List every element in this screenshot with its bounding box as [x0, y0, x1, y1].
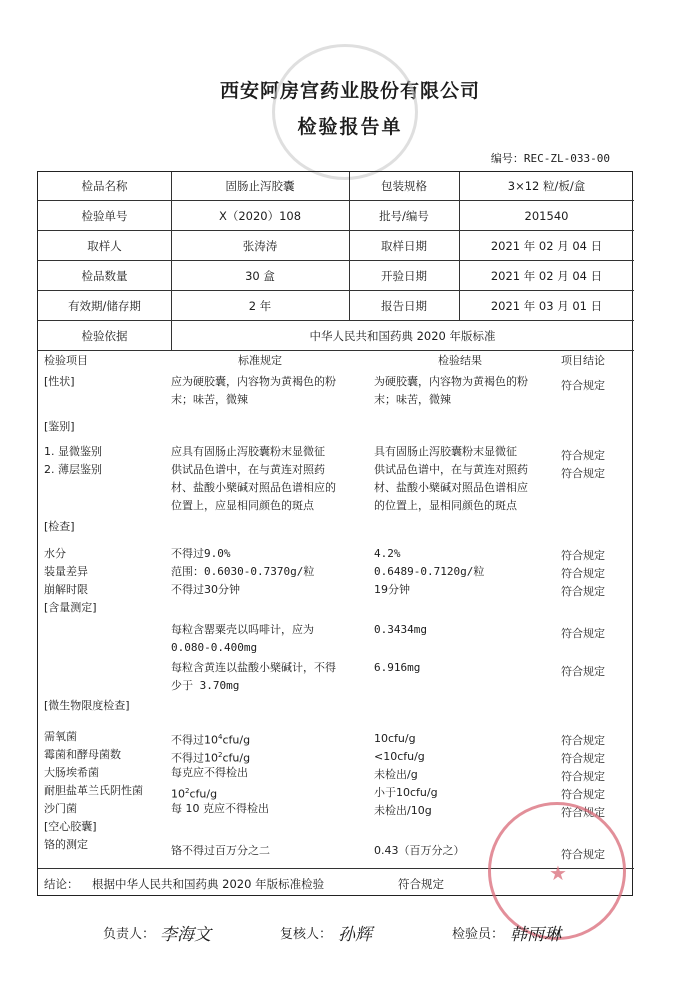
validity-label: 有效期/储存期: [68, 299, 141, 313]
col-header-result: 检验结果: [438, 354, 482, 367]
company-name: 西安阿房宫药业股份有限公司: [219, 80, 480, 102]
water-conclusion: 符合规定: [561, 549, 605, 562]
salmonella-conclusion: 符合规定: [561, 806, 605, 819]
basis-value: 中华人民共和国药典 2020 年版标准: [309, 329, 496, 343]
report-title: 检验报告单: [297, 116, 403, 138]
product-name-value: 固肠止泻胶囊: [225, 179, 295, 193]
aerobe-result: 10cfu/g: [374, 732, 416, 745]
weight-conclusion: 符合规定: [561, 567, 605, 580]
mold-standard: 不得过$10^2cfu/g$: [171, 751, 251, 765]
weight-standard: 范围：0.6030-0.7370g/粒: [171, 565, 315, 578]
product-name-label: 检品名称: [81, 179, 128, 193]
chromium-standard: 铬不得过百万分之二: [171, 844, 270, 857]
sampler-value: 张涛涛: [242, 239, 278, 253]
spec-value: 3×12 粒/板/盒: [507, 179, 586, 193]
ecoli-conclusion: 符合规定: [561, 770, 605, 783]
chromium-item: 铬的测定: [44, 838, 88, 851]
company-seal-red: ★: [488, 802, 626, 940]
report-date-label: 报告日期: [381, 299, 427, 313]
sample-date-label: 取样日期: [381, 239, 427, 253]
identification-items: 1. 显微鉴别 2. 薄层鉴别: [44, 445, 102, 476]
section-identification: [鉴别]: [44, 420, 75, 433]
ecoli-standard: 每克应不得检出: [171, 766, 248, 779]
aerobe-standard: 不得过$10^4cfu/g$: [171, 733, 251, 747]
assay1-standard: 每粒含罂粟壳以吗啡计，应为 0.080-0.400mg: [171, 623, 314, 654]
section-microbe: [微生物限度检查]: [44, 699, 130, 712]
quantity-value: 30 盒: [245, 269, 275, 283]
assay2-conclusion: 符合规定: [561, 665, 605, 678]
sampler-label: 取样人: [87, 239, 122, 253]
sample-date-value: 2021 年 02 月 04 日: [490, 239, 603, 253]
appearance-result: 为硬胶囊，内容物为黄褐色的粉 末；味苦，微辣: [374, 375, 528, 406]
start-date-label: 开验日期: [381, 269, 427, 283]
responsible-label: 负责人：: [103, 927, 156, 942]
mold-conclusion: 符合规定: [561, 752, 605, 765]
reviewer-signature: 孙辉: [338, 925, 372, 945]
bile-conclusion: 符合规定: [561, 788, 605, 801]
batch-label: 批号/编号: [379, 209, 429, 223]
disintegration-item: 崩解时限: [44, 583, 88, 596]
bile-result: 小于10cfu/g: [374, 786, 438, 799]
water-result: 4.2%: [374, 547, 401, 560]
appearance-conclusion: 符合规定: [561, 379, 605, 392]
company-seal-gray: [272, 44, 418, 180]
assay2-result: 6.916mg: [374, 661, 421, 674]
disintegration-standard: 不得过30分钟: [171, 583, 240, 596]
reviewer-label: 复核人：: [280, 927, 333, 942]
disintegration-conclusion: 符合规定: [561, 585, 605, 598]
chromium-result: 0.43（百万分之）: [374, 844, 465, 857]
batch-value: 201540: [524, 209, 569, 223]
disintegration-result: 19分钟: [374, 583, 410, 596]
document-number: 编号：REC-ZL-033-00: [490, 152, 610, 165]
col-header-item: 检验项目: [44, 354, 88, 367]
validity-value: 2 年: [248, 299, 272, 313]
water-item: 水分: [44, 547, 66, 560]
spec-label: 包装规格: [381, 179, 427, 193]
assay2-standard: 每粒含黄连以盐酸小檗碱计，不得 少于 3.70mg: [171, 661, 336, 692]
chromium-conclusion: 符合规定: [561, 848, 605, 861]
identification-standard: 应具有固肠止泻胶囊粉末显微征 供试品色谱中，在与黄连对照药 材、盐酸小檗碱对照品色谱相应的 位置上，应显相同颜色的斑点: [171, 445, 336, 512]
quantity-label: 检品数量: [81, 269, 128, 283]
col-header-conclusion: 项目结论: [561, 354, 605, 367]
salmonella-standard: 每 10 克应不得检出: [171, 802, 269, 815]
weight-result: 0.6489-0.7120g/粒: [374, 565, 485, 578]
col-header-standard: 标准规定: [238, 354, 282, 367]
section-appearance: [性状]: [44, 375, 75, 388]
mold-item: 霉菌和酵母菌数: [44, 748, 121, 761]
inspector-label: 检验员：: [452, 927, 505, 942]
report-no-label: 检验单号: [81, 209, 128, 223]
report-no-value: X（2020）108: [218, 209, 302, 223]
report-table: [37, 171, 633, 896]
appearance-standard: 应为硬胶囊，内容物为黄褐色的粉 末；味苦，微辣: [171, 375, 336, 406]
conclusion-result: 符合规定: [398, 877, 444, 891]
assay1-result: 0.3434mg: [374, 623, 427, 636]
conclusion-label: 结论：: [44, 877, 79, 891]
assay1-conclusion: 符合规定: [561, 627, 605, 640]
section-content: [含量测定]: [44, 601, 97, 614]
report-date-value: 2021 年 03 月 01 日: [490, 299, 603, 313]
water-standard: 不得过9.0%: [171, 547, 231, 560]
salmonella-result: 未检出/10g: [374, 804, 432, 817]
weight-item: 装量差异: [44, 565, 88, 578]
identification-conclusion: 符合规定 符合规定: [561, 449, 605, 480]
ecoli-result: 未检出/g: [374, 768, 418, 781]
salmonella-item: 沙门菌: [44, 802, 77, 815]
responsible-signature: 李海文: [160, 925, 211, 945]
conclusion-text: 根据中华人民共和国药典 2020 年版标准检验: [92, 877, 325, 891]
aerobe-item: 需氧菌: [44, 730, 77, 743]
ecoli-item: 大肠埃希菌: [44, 766, 99, 779]
mold-result: <10cfu/g: [374, 750, 425, 763]
start-date-value: 2021 年 02 月 04 日: [490, 269, 603, 283]
bile-item: 耐胆盐革兰氏阴性菌: [44, 784, 143, 797]
bile-standard: $10^2cfu/g$: [171, 787, 218, 801]
identification-result: 具有固肠止泻胶囊粉末显微征 供试品色谱中，在与黄连对照药 材、盐酸小檗碱对照品色谱相应 的位置上，显相同颜色的斑点: [374, 445, 528, 512]
basis-label: 检验依据: [81, 329, 128, 343]
section-capsule: [空心胶囊]: [44, 820, 97, 833]
inspector-signature: 韩雨琳: [510, 925, 561, 945]
section-inspection: [检查]: [44, 520, 75, 533]
aerobe-conclusion: 符合规定: [561, 734, 605, 747]
